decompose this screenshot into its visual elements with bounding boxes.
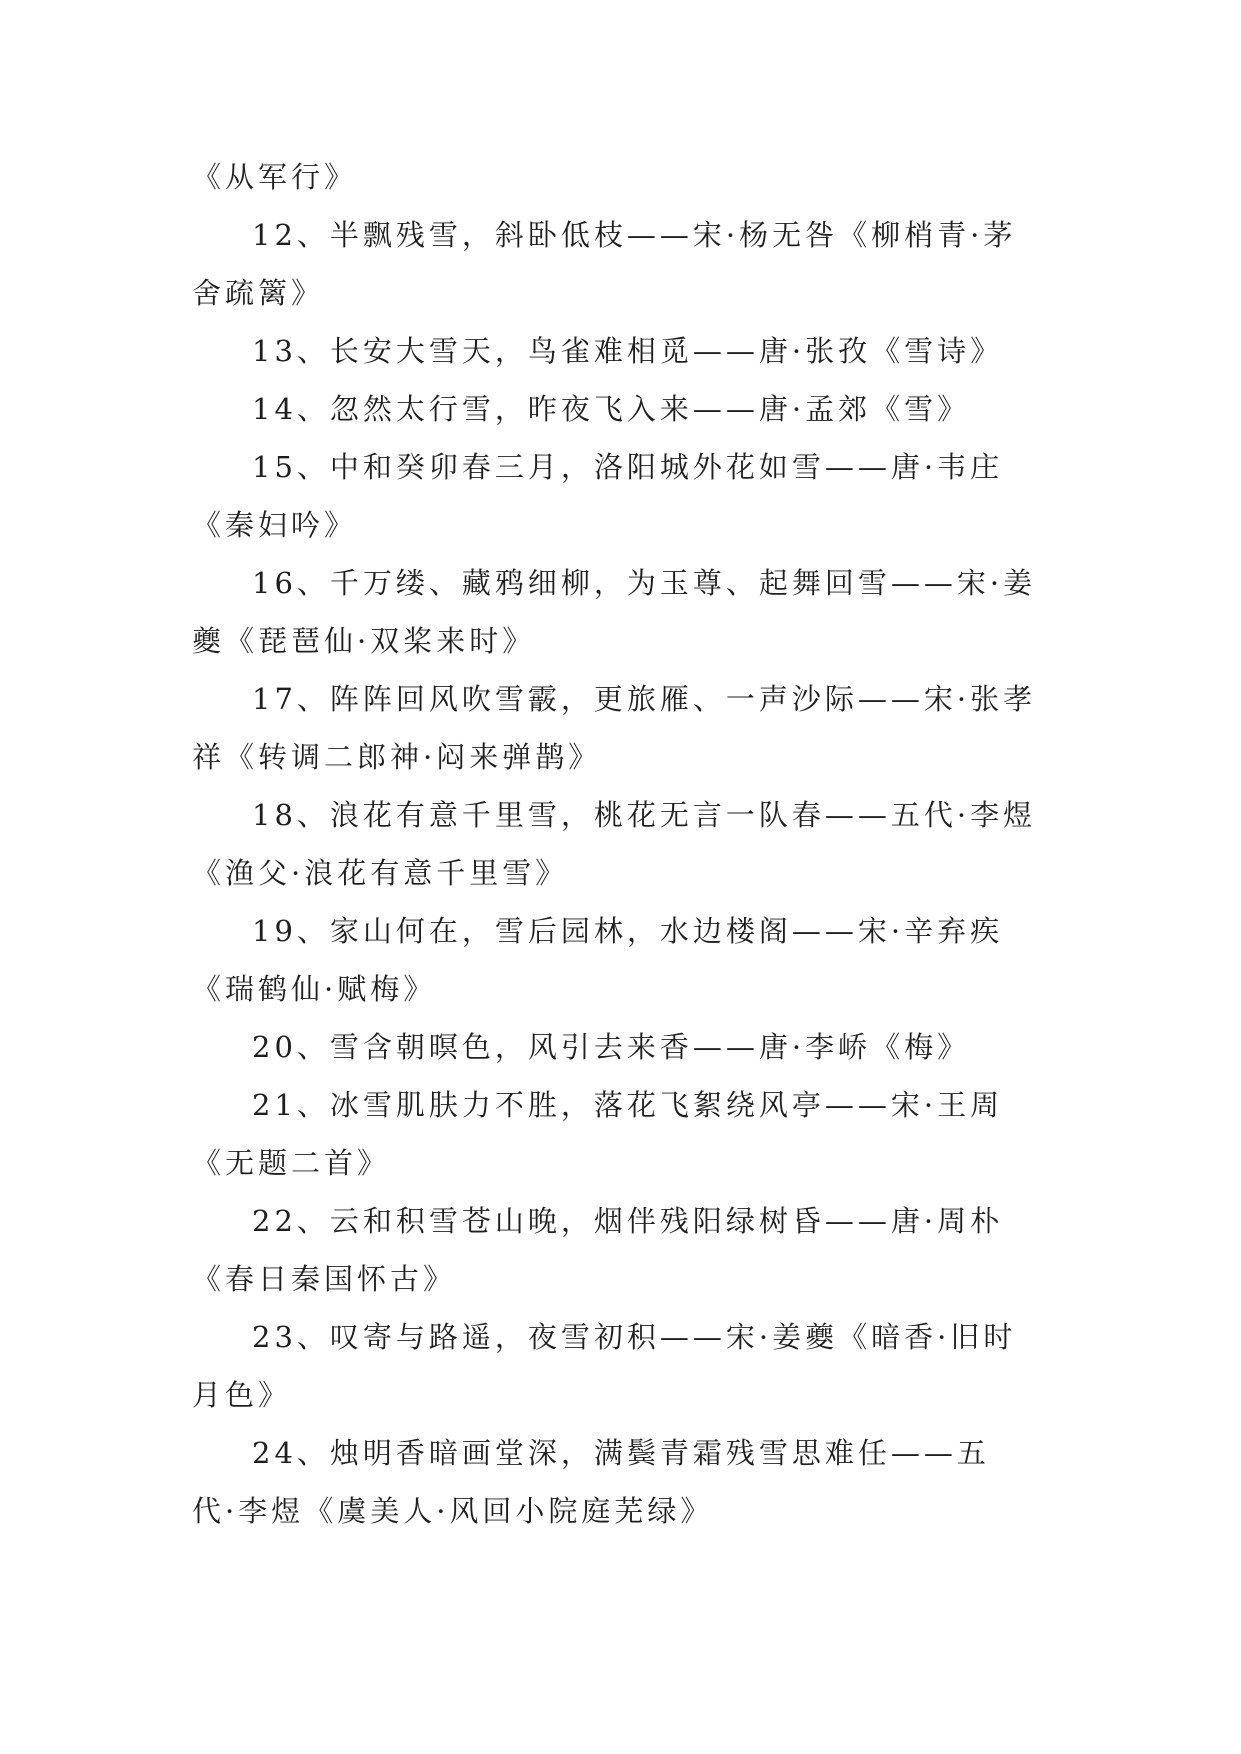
text-line: 12、半飘残雪，斜卧低枝——宋·杨无咎《柳梢青·茅 [252,218,1017,252]
text-line: 《秦妇吟》 [192,508,358,542]
text-line: 祥《转调二郎神·闷来弹鹊》 [192,740,602,774]
text-line: 21、冰雪肌肤力不胜，落花飞絮绕风亭——宋·王周 [252,1088,1004,1122]
text-line: 代·李煜《虞美人·风回小院庭芜绿》 [192,1494,714,1528]
text-line: 月色》 [192,1378,292,1412]
text-line: 15、中和癸卯春三月，洛阳城外花如雪——唐·韦庄 [252,450,1004,484]
text-line: 16、千万缕、藏鸦细柳，为玉尊、起舞回雪——宋·姜 [252,566,1037,600]
text-line: 14、忽然太行雪，昨夜飞入来——唐·孟郊《雪》 [252,392,971,426]
text-line: 《春日秦国怀古》 [192,1262,457,1296]
poem-list [192,148,1054,1540]
text-line: 24、烛明香暗画堂深，满鬓青霜残雪思难任——五 [252,1436,990,1470]
text-line: 18、浪花有意千里雪，桃花无言一队春——五代·李煜 [252,798,1037,832]
text-line: 《瑞鹤仙·赋梅》 [192,972,437,1006]
text-line: 17、阵阵回风吹雪霰，更旅雁、一声沙际——宋·张孝 [252,682,1037,716]
text-line: 舍疏篱》 [192,276,325,310]
text-line: 《无题二首》 [192,1146,391,1180]
text-line: 23、叹寄与路遥，夜雪初积——宋·姜夔《暗香·旧时 [252,1320,1017,1354]
text-line: 《从军行》 [192,160,358,194]
text-line: 13、长安大雪天，鸟雀难相觅——唐·张孜《雪诗》 [252,334,1004,368]
text-line: 《渔父·浪花有意千里雪》 [192,856,569,890]
text-line: 20、雪含朝暝色，风引去来香——唐·李峤《梅》 [252,1030,971,1064]
text-line: 夔《琵琶仙·双桨来时》 [192,624,536,658]
text-line: 19、家山何在，雪后园林，水边楼阁——宋·辛弃疾 [252,914,1004,948]
text-line: 22、云和积雪苍山晚，烟伴残阳绿树昏——唐·周朴 [252,1204,1004,1238]
